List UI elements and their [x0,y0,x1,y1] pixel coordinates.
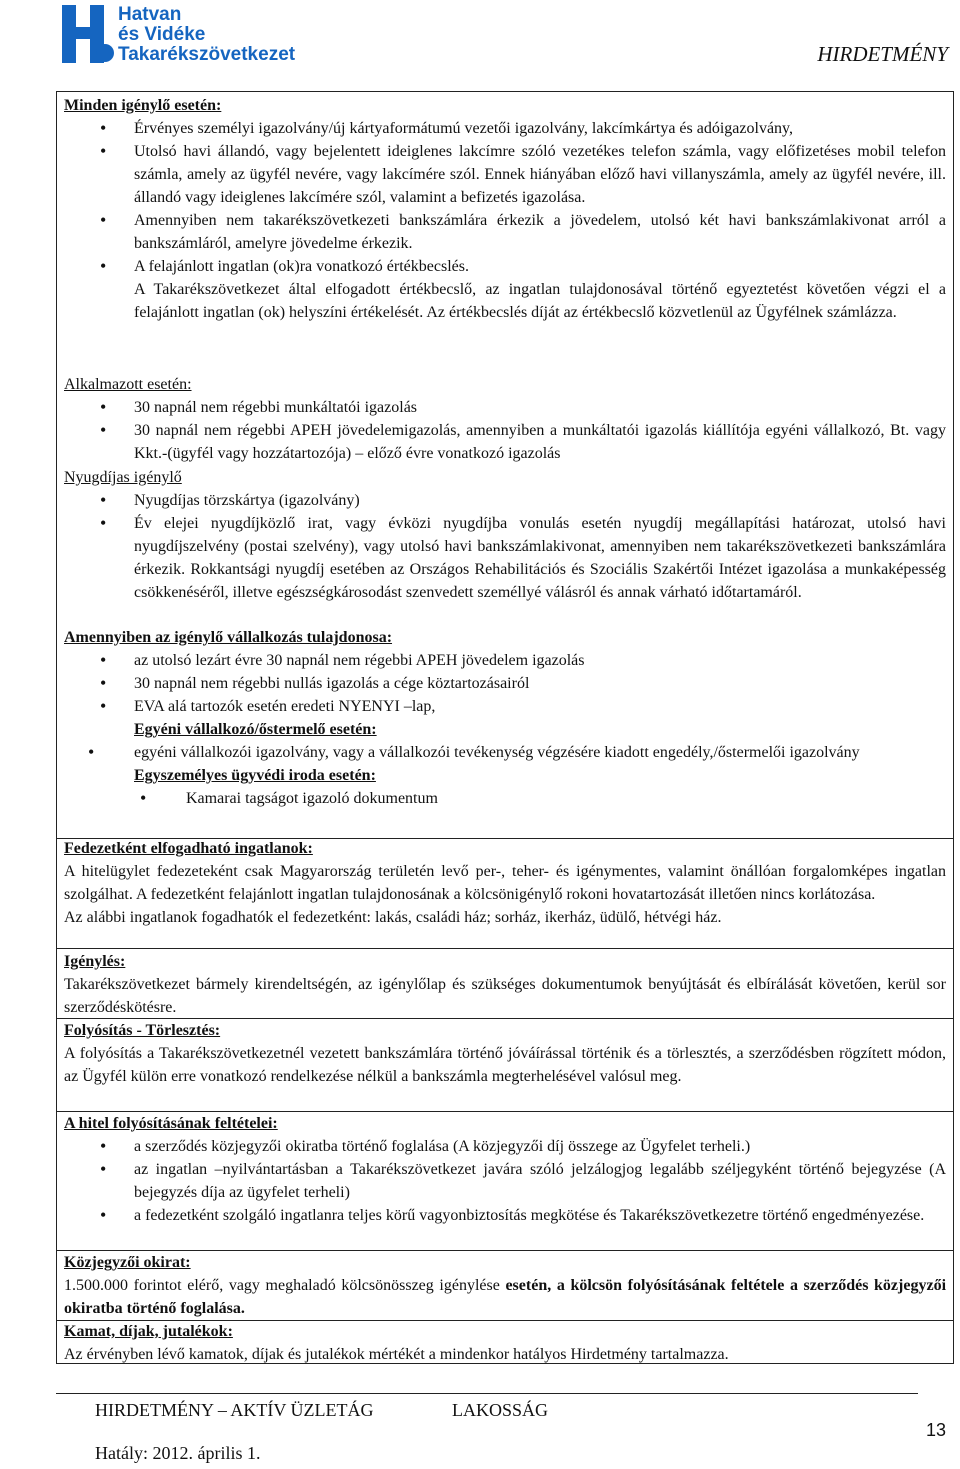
conditions-list [64,1135,946,1227]
section-divider [56,948,954,949]
valuation-note: A Takarékszövetkezet által elfogadott értékbecslő, az ingatlan tulajdonosával történő egyeztetést követően végzi el a felajánlott ingatlan (ok) helyszíni értékelését. Az értékbecslés díját az értékbecslő közvetlenül az Ügyfélnek számlázza. [134,281,946,321]
list-item: • 30 napnál nem régebbi nullás igazolás a cége köztartozásairól [64,672,946,695]
notarial-text-plain: 1.500.000 forintot elérő, vagy meghaladó kölcsönösszeg igénylése [64,1277,500,1294]
disbursement-text: A folyósítás a Takarékszövetkezetnél vezetett bankszámlára történő jóváírással történik és a törlesztés, a szerződésben rögzített módon, az Ügyfél külön erre vonatkozó rendelkezése nélkül a bankszámla megterhelésével valósul meg. [64,1045,946,1085]
section-title: Folyósítás - Törlesztés: [64,1022,221,1039]
section-interest-fees [64,1320,946,1366]
requirements-list [64,741,946,764]
interest-text: Az érvényben lévő kamatok, díjak és jutalékok mértékét a mindenkor hatályos Hirdetmény tartalmazza. [64,1346,729,1363]
section-business-owner [64,626,946,810]
logo-line-2: és Vidéke [118,24,206,45]
list-item: • EVA alá tartozók esetén eredeti NYENYI –lap, [64,695,946,718]
company-logo [60,3,320,65]
page-number: 13 [926,1420,947,1440]
logo-line-3: Takarékszövetkezet [118,44,296,65]
logo-emblem-icon [60,3,116,65]
requirements-list [64,787,946,810]
list-item: • 30 napnál nem régebbi munkáltatói igazolás [64,396,946,419]
section-collateral [64,837,946,929]
section-employee [64,373,946,465]
list-item: • A felajánlott ingatlan (ok)ra vonatkozó értékbecslés. [64,255,946,278]
list-item: • Kamarai tagságot igazoló dokumentum [64,787,946,810]
section-title: Alkalmazott esetén: [64,376,192,393]
section-title: Fedezetként elfogadható ingatlanok: [64,840,313,857]
section-title: Igénylés: [64,953,126,970]
section-application [64,950,946,1019]
section-title: Nyugdíjas igénylő [64,469,182,486]
section-disbursement-conditions [64,1112,946,1227]
list-item: • Amennyiben nem takarékszövetkezeti bankszámlára érkezik a jövedelem, utolsó két havi bankszámlakivonat arról a bankszámláról, amelyre jövedelme érkezik. [64,209,946,255]
list-item: • Érvényes személyi igazolvány/új kártyaformátumú vezetői igazolvány, lakcímkártya és adóigazolvány, [64,117,946,140]
notarial-text [64,1274,946,1320]
requirements-list [64,117,946,278]
list-item: • a szerződés közjegyzői okiratba történő foglalása (A közjegyzői díj összege az Ügyfelet terheli.) [64,1135,946,1158]
footer-segment: LAKOSSÁG [452,1400,549,1420]
list-item: • Nyugdíjas törzskártya (igazolvány) [64,489,946,512]
section-pensioner [64,466,946,604]
footer-title: HIRDETMÉNY – AKTÍV ÜZLETÁG [95,1400,374,1420]
list-item: • az utolsó lezárt évre 30 napnál nem régebbi APEH jövedelem igazolás [64,649,946,672]
list-item: • Év elejei nyugdíjközlő irat, vagy évközi nyugdíjba vonulás esetén nyugdíj megállapítási határozat, utolsó havi nyugdíjszelvény (postai szelvény), vagy utolsó havi bankszámlakivonat, amennyiben nem takarékszövetkezeti bankszámlára érkezik. Rokkantsági nyugdíj esetében az Országos Rehabilitációs és Szociális Szakértői Intézet igazolása a munkaképesség csökkenéséről, illetve egészségkárosodást szenvedett személlyé válásról és annak várható időtartamáról. [64,512,946,604]
section-notarial-deed [64,1251,946,1320]
section-title: Amennyiben az igénylő vállalkozás tulajdonosa: [64,629,393,646]
requirements-list [64,649,946,718]
collateral-types: Az alábbi ingatlanok fogadhatók el fedezetként: lakás, családi ház; sorház, ikerház, üdülő, hétvégi ház. [64,909,722,926]
document-type-label: HIRDETMÉNY [817,42,948,66]
requirements-list [64,489,946,604]
footer-divider [56,1393,918,1394]
requirements-list [64,396,946,465]
section-title: Minden igénylő esetén: [64,97,222,114]
section-title: Kamat, díjak, jutalékok: [64,1323,233,1340]
list-item: • Utolsó havi állandó, vagy bejelentett ideiglenes lakcímre szóló vezetékes telefon számla, vagy előfizetéses mobil telefon számla, amely az ügyfél nevére, vagy lakcímére szól. Ennek hiányában előző havi villanyszámla, amely az ügyfél nevére, ill. állandó vagy ideiglenes lakcímére szól, valamint a befizetés igazolása. [64,140,946,209]
subsection-title: Egyéni vállalkozó/őstermelő esetén: [134,721,377,738]
list-item: • 30 napnál nem régebbi APEH jövedelemigazolás, amennyiben a munkáltatói igazolás kiállítója egyéni vállalkozó, Bt. vagy Kkt.-(ügyfél vagy hozzátartozója) – előző évre vonatkozó igazolás [64,419,946,465]
list-item: • egyéni vállalkozói igazolvány, vagy a vállalkozói tevékenység végzésére kiadott engedély,/őstermelői igazolvány [64,741,946,764]
section-title: Közjegyzői okirat: [64,1254,191,1271]
section-disbursement [64,1019,946,1088]
subsection-title: Egyszemélyes ügyvédi iroda esetén: [134,767,376,784]
notarial-text-bold: esetén, a kölcsön folyósításának feltétele a szerződés közjegyzői okiratba történő foglalása. [64,1277,947,1317]
collateral-text: A hitelügylet fedezeteként csak Magyarország területén levő per-, teher- és igénymentes, valamint önállóan forgalomképes ingatlan szolgálhat. A fedezetként felajánlott ingatlan tulajdonosának a kölcsönigénylő rokoni hovatartozását illetően nincs korlátozása. [64,863,946,903]
application-text: Takarékszövetkezet bármely kirendeltségén, az igénylőlap és szükséges dokumentumok benyújtását és elbírálását követően, kerül sor szerződéskötésre. [64,976,946,1016]
list-item: • a fedezetként szolgáló ingatlanra teljes körű vagyonbiztosítás megkötése és Takarékszövetkezetre történő engedményezése. [64,1204,946,1227]
footer-effective-date: Hatály: 2012. április 1. [95,1443,261,1463]
section-title: A hitel folyósításának feltételei: [64,1115,278,1132]
logo-line-1: Hatvan [118,4,182,25]
section-all-applicants [64,94,946,324]
list-item: • az ingatlan –nyilvántartásban a Takarékszövetkezet javára szóló jelzálogjog legalább széljegyként történő bejegyzése (A bejegyzés díja az ügyfelet terheli) [64,1158,946,1204]
